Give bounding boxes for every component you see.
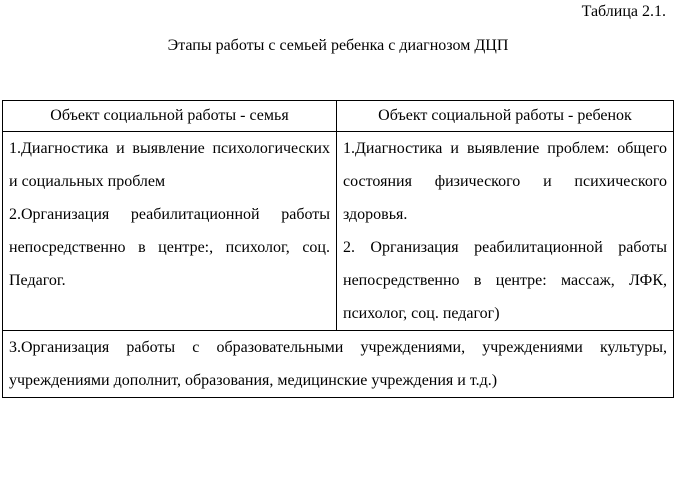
header-family: Объект социальной работы - семья: [3, 101, 337, 132]
joint-item-3: 3.Организация работы с образовательными учреждениями, учреждениями культуры, учреждениями дополнит, образования, медицинские учреждения и т.д.): [9, 339, 667, 389]
header-child: Объект социальной работы - ребенок: [337, 101, 674, 132]
table-row: [3, 132, 674, 331]
table-header-row: [3, 101, 674, 132]
family-item-2: 2.Организация реабилитационной работы непосредственно в центре:, психолог, соц. Педагог.: [9, 206, 330, 289]
family-cell: [3, 132, 337, 331]
document-title: Этапы работы с семьей ребенка с диагнозом ДЦП: [167, 37, 509, 54]
child-item-2: 2. Организация реабилитационной работы непосредственно в центре: массаж, ЛФК, психолог, соц. педагог): [343, 239, 667, 322]
stages-table: [2, 100, 674, 398]
table-row: [3, 331, 674, 398]
joint-cell: [3, 331, 674, 398]
child-cell: [337, 132, 674, 331]
family-item-1: 1.Диагностика и выявление психологических и социальных проблем: [9, 140, 330, 190]
table-caption: Таблица 2.1.: [581, 3, 666, 20]
child-item-1: 1.Диагностика и выявление проблем: общего состояния физического и психического здоровья.: [343, 140, 667, 223]
